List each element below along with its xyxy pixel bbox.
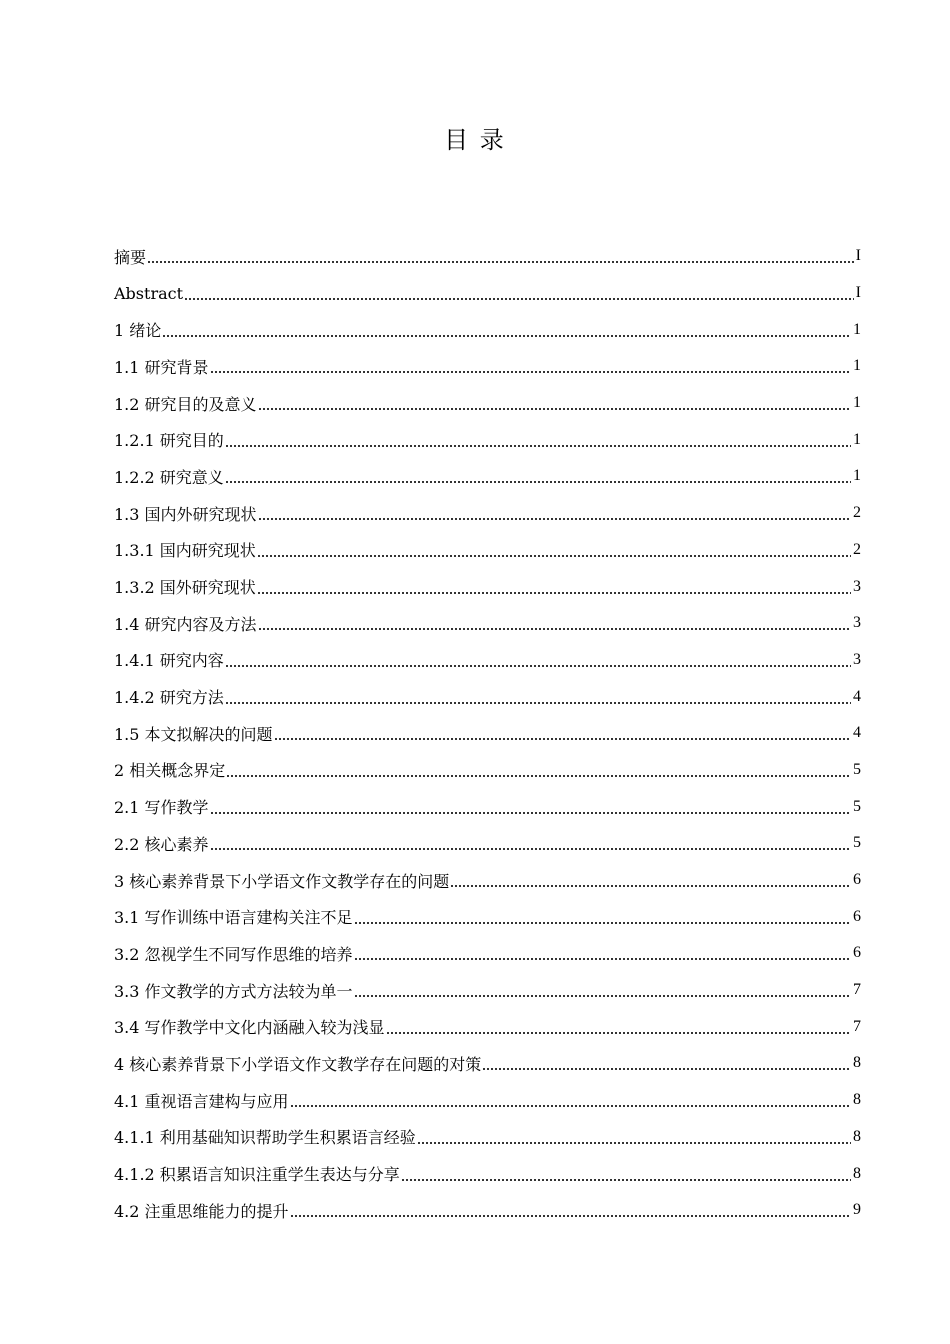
toc-entry[interactable] bbox=[114, 1045, 861, 1082]
toc-entry-label: 摘要 bbox=[114, 247, 147, 267]
toc-entry[interactable] bbox=[114, 458, 861, 495]
toc-entry-page-number: 8 bbox=[853, 1091, 861, 1109]
toc-dot-leader bbox=[354, 922, 851, 924]
toc-entry-page-number: 6 bbox=[853, 871, 861, 889]
toc-entry-page-number: 1 bbox=[853, 430, 861, 448]
toc-entry-page-number: I bbox=[855, 247, 861, 265]
toc-entry-label: 3 核心素养背景下小学语文作文教学存在的问题 bbox=[114, 871, 450, 891]
toc-dot-leader bbox=[257, 555, 851, 557]
toc-entry-label: 3.2 忽视学生不同写作思维的培养 bbox=[114, 944, 353, 964]
toc-entry[interactable] bbox=[114, 825, 861, 862]
toc-entry-label: 2 相关概念界定 bbox=[114, 761, 226, 781]
toc-dot-leader bbox=[210, 371, 851, 373]
toc-dot-leader bbox=[274, 738, 851, 740]
toc-entry-page-number: 1 bbox=[853, 357, 861, 375]
toc-entry-label: 3.4 写作教学中文化内涵融入较为浅显 bbox=[114, 1018, 385, 1038]
toc-entry[interactable] bbox=[114, 788, 861, 825]
toc-entry-label: 4.1.1 利用基础知识帮助学生积累语言经验 bbox=[114, 1128, 416, 1148]
toc-entry-page-number: 6 bbox=[853, 907, 861, 925]
toc-entry[interactable] bbox=[114, 1082, 861, 1119]
toc-entry[interactable] bbox=[114, 385, 861, 422]
toc-entry[interactable] bbox=[114, 1008, 861, 1045]
toc-entry[interactable] bbox=[114, 642, 861, 679]
toc-dot-leader bbox=[210, 848, 851, 850]
toc-dot-leader bbox=[225, 665, 851, 667]
toc-entry-page-number: 5 bbox=[853, 797, 861, 815]
toc-dot-leader bbox=[225, 445, 851, 447]
toc-entry-page-number: 5 bbox=[853, 760, 861, 778]
toc-entry[interactable] bbox=[114, 238, 861, 275]
toc-entry-label: 1 绪论 bbox=[114, 321, 162, 341]
toc-entry-label: 1.4.1 研究内容 bbox=[114, 651, 224, 671]
toc-dot-leader bbox=[354, 958, 851, 960]
toc-entry-label: 1.4 研究内容及方法 bbox=[114, 614, 257, 634]
toc-dot-leader bbox=[417, 1142, 851, 1144]
toc-entry-page-number: 5 bbox=[853, 834, 861, 852]
toc-entry[interactable] bbox=[114, 1155, 861, 1192]
toc-dot-leader bbox=[210, 812, 851, 814]
toc-entry-label: 1.2.2 研究意义 bbox=[114, 467, 224, 487]
toc-entry[interactable] bbox=[114, 605, 861, 642]
toc-dot-leader bbox=[258, 628, 851, 630]
toc-entry[interactable] bbox=[114, 311, 861, 348]
toc-dot-leader bbox=[184, 298, 854, 300]
toc-entry-page-number: 4 bbox=[853, 687, 861, 705]
toc-entry-page-number: 1 bbox=[853, 320, 861, 338]
toc-entry-label: 1.5 本文拟解决的问题 bbox=[114, 724, 273, 744]
toc-entry[interactable] bbox=[114, 935, 861, 972]
toc-entry-label: 1.3 国内外研究现状 bbox=[114, 504, 257, 524]
toc-entry-page-number: 8 bbox=[853, 1127, 861, 1145]
toc-dot-leader bbox=[162, 335, 851, 337]
toc-entry-label: 4.2 注重思维能力的提升 bbox=[114, 1201, 289, 1221]
toc-dot-leader bbox=[482, 1068, 851, 1070]
toc-entry-page-number: 7 bbox=[853, 981, 861, 999]
toc-dot-leader bbox=[354, 995, 851, 997]
toc-entry[interactable] bbox=[114, 715, 861, 752]
toc-dot-leader bbox=[290, 1215, 851, 1217]
toc-entry-page-number: 1 bbox=[853, 467, 861, 485]
toc-dot-leader bbox=[225, 702, 851, 704]
toc-dot-leader bbox=[258, 518, 851, 520]
toc-dot-leader bbox=[225, 481, 851, 483]
toc-dot-leader bbox=[258, 408, 851, 410]
page-title: 目 录 bbox=[444, 126, 506, 154]
toc-entry-page-number: 3 bbox=[853, 577, 861, 595]
toc-entry[interactable] bbox=[114, 1192, 861, 1229]
toc-entry-page-number: 3 bbox=[853, 650, 861, 668]
toc-entry-label: 1.1 研究背景 bbox=[114, 357, 209, 377]
toc-entry-label: 4.1 重视语言建构与应用 bbox=[114, 1091, 289, 1111]
toc-entry-page-number: 4 bbox=[853, 724, 861, 742]
toc-dot-leader bbox=[290, 1105, 851, 1107]
toc-entry-page-number: 8 bbox=[853, 1164, 861, 1182]
toc-dot-leader bbox=[401, 1179, 851, 1181]
toc-entry-page-number: 2 bbox=[853, 540, 861, 558]
toc-entry[interactable] bbox=[114, 1119, 861, 1156]
toc-entry-page-number: 8 bbox=[853, 1054, 861, 1072]
toc-entry[interactable] bbox=[114, 495, 861, 532]
toc-entry-label: 2.2 核心素养 bbox=[114, 834, 209, 854]
toc-entry[interactable] bbox=[114, 752, 861, 789]
toc-entry[interactable] bbox=[114, 275, 861, 312]
toc-entry-label: 1.4.2 研究方法 bbox=[114, 688, 224, 708]
toc-entry-label: 2.1 写作教学 bbox=[114, 798, 209, 818]
toc-entry-label: 4 核心素养背景下小学语文作文教学存在问题的对策 bbox=[114, 1054, 482, 1074]
toc-entry[interactable] bbox=[114, 898, 861, 935]
toc-dot-leader bbox=[450, 885, 851, 887]
toc-entry[interactable] bbox=[114, 348, 861, 385]
toc-dot-leader bbox=[257, 592, 851, 594]
toc-entry[interactable] bbox=[114, 421, 861, 458]
toc-entry-page-number: 1 bbox=[853, 394, 861, 412]
table-of-contents bbox=[114, 238, 861, 1229]
toc-entry-label: 1.2.1 研究目的 bbox=[114, 431, 224, 451]
toc-entry-label: 1.2 研究目的及意义 bbox=[114, 394, 257, 414]
toc-entry-page-number: 3 bbox=[853, 614, 861, 632]
toc-entry-page-number: 9 bbox=[853, 1201, 861, 1219]
toc-dot-leader bbox=[147, 261, 854, 263]
toc-dot-leader bbox=[386, 1032, 851, 1034]
toc-entry-label: 3.1 写作训练中语言建构关注不足 bbox=[114, 908, 353, 928]
toc-dot-leader bbox=[226, 775, 851, 777]
toc-entry-page-number: 7 bbox=[853, 1017, 861, 1035]
toc-entry-page-number: I bbox=[855, 284, 861, 302]
toc-entry-label: 1.3.2 国外研究现状 bbox=[114, 578, 256, 598]
toc-entry[interactable] bbox=[114, 972, 861, 1009]
toc-entry-label: 4.1.2 积累语言知识注重学生表达与分享 bbox=[114, 1165, 400, 1185]
toc-entry-label: Abstract bbox=[114, 283, 184, 303]
toc-entry[interactable] bbox=[114, 568, 861, 605]
toc-entry[interactable] bbox=[114, 862, 861, 899]
toc-entry[interactable] bbox=[114, 532, 861, 569]
toc-entry-page-number: 2 bbox=[853, 504, 861, 522]
toc-entry[interactable] bbox=[114, 678, 861, 715]
toc-entry-page-number: 6 bbox=[853, 944, 861, 962]
toc-entry-label: 1.3.1 国内研究现状 bbox=[114, 541, 256, 561]
toc-entry-label: 3.3 作文教学的方式方法较为单一 bbox=[114, 981, 353, 1001]
